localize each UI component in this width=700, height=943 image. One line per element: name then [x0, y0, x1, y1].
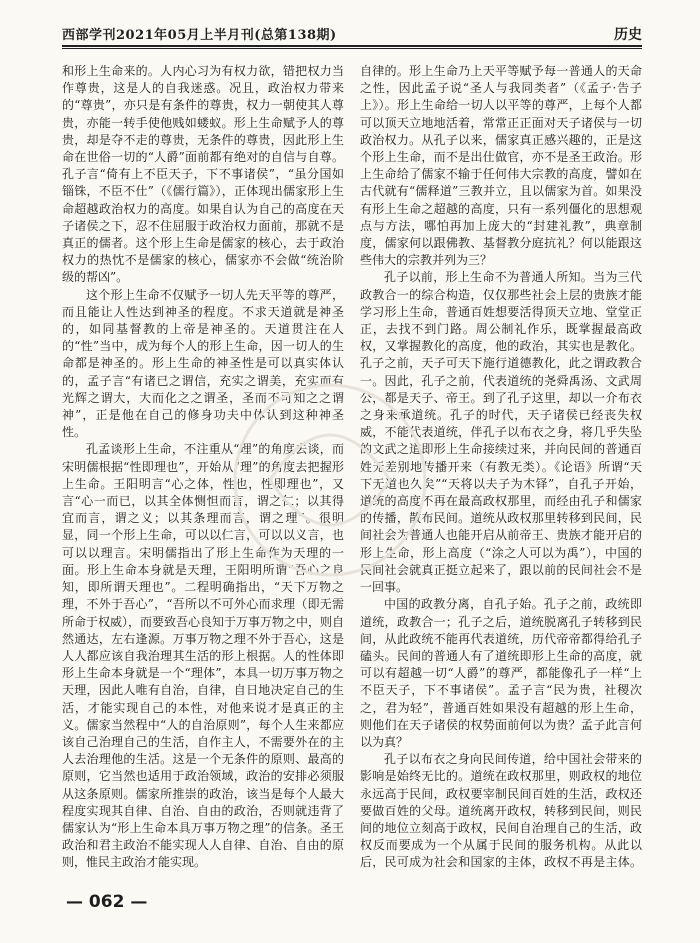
paragraph: 孔子以布衣之身向民间传道，给中国社会带来的影响是始终无比的。道统在政权那里，则政权的地位永远高于民间，政权要宰制民间百姓的生活，政权还要做百姓的父母。道统离开政权，转移到民间，则民间的地位立刻高于政权，民间自治理自己的生活，政权反而要成为一个从属于民间的服务机构。从此以后，民可成为社会和国家的主体，政权不再是主体。 [360, 752, 642, 870]
section-label: 历史 [614, 27, 642, 43]
paragraph: 这个形上生命不仅赋予一切人先天平等的尊严，而且能让人性达到神圣的程度。不求天道就是神圣的，如同基督教的上帝是神圣的。天道贯注在人的“性”当中，成为每个人的形上生命，因一切人的生命都是神圣的。形上生命的神圣性是可以真实体认的，孟子言“有诸已之谓信，充实之谓美，充实而有光辉之谓大，大而化之之谓圣，圣而不可知之之谓神”，正是他在自己的修身功夫中体认到这种神圣性。 [62, 287, 344, 440]
header-rule-thick [62, 45, 642, 47]
running-header [62, 22, 642, 44]
paragraph: 和形上生命来的。人内心习为有权力欲，错把权力当作尊贵，这是人的自我迷惑。况且，政治权力带来的“尊贵”，亦只是有条件的尊贵，权力一朝使其人尊贵，亦能一转手使他贱如蝼蚁。形上生命赋予人的尊贵，却是夺不走的尊贵，无条件的尊贵，因此形上生命在世俗一切的“人爵”面前都有绝对的自信与自尊。孔子言“倚有上不臣天子，下不事诸侯”，“虽分国如锱铢，不臣不仕”（《儒行篇》），正体现出儒家形上生命超越政治权力的高度。如果自认为自己的高度在天子诸侯之下，忍不住屈服于政治权力面前，那就不是真正的儒者。这个形上生命是儒家的核心，去于政治权力的热忱不是儒家的核心，儒家亦不会做“统治阶级的帮凶”。 [62, 64, 344, 285]
paragraph: 中国的政教分离，自孔子始。孔子之前，政统即道统，政教合一；孔子之后，道统脱离孔子转移到民间，从此政统不能再代表道统，历代帝帝都得给孔子磕头。民间的普通人有了道统即形上生命的高度，就可以有超越一切“人爵”的尊严，都能像孔子一样“上不臣天子，下不事诸侯”。孟子言“民为贵，社稷次之，君为轻”，普通百姓如果没有超越的形上生命，则他们在天子诸侯的权势面前何以为贵？孟子此言何以为真？ [360, 597, 642, 749]
right-column [360, 63, 642, 873]
paragraph: 自律的。形上生命乃上天平等赋予每一普通人的天命之性，因此孟子说“圣人与我同类者”（《孟子·告子上》）。形上生命给一切人以平等的尊严，上每个人都可以顶天立地地活着，常常正正面对天子诸侯与一切政治权力。从孔子以来，儒家真正感兴趣的，正是这个形上生命，而不是出仕做官，亦不是圣王政治。形上生命给了儒家不输于任何伟大宗教的高度，譬如在古代就有“儒释道”三教并立，且以儒家为首。如果没有形上生命之超越的高度，只有一系列僵化的思想观点与方法，哪怕再加上庞大的“封建礼教”，典章制度，儒家何以跟佛教、基督教分庭抗礼？何以能跟这些伟大的宗教并列为三？ [360, 64, 642, 268]
paragraph: 孔子以前，形上生命不为普通人所知。当为三代政教合一的综合构造，仅仅那些社会上层的贵族才能学习形上生命，普通百姓想要活得顶天立地、堂堂正正，去找不到门路。周公制礼作乐，既掌握最高政权，又掌握教化的高度，他的政治，其实也是教化。孔子之前，天子可天下施行道德教化，此之谓政教合一。因此，孔子之前，代表道统的尧舜禹汤、文武周公，都是天子、帝王。到了孔子这里，却以一介布衣之身来承道统。孔子的时代，天子诸侯已经丧失权威，不能代表道统，伴孔子以布衣之身，将几乎失坠的文武之道即形上生命接续过来，并向民间的普通百姓无差别地传播开来（有教无类）。《论语》所谓“天下无道也久矣”“天将以夫子为木铎”，自孔子开始，道统的高度不再在最高政权那里，而经由孔子和儒家的传播，散布民间。道统从政权那里转移到民间，民间社会为普通人也能开启从前帝王、贵族才能开启的形上生命，形上高度（“涂之人可以为禹”），中国的民间社会就真正挺立起来了，跟以前的民间社会不是一回事。 [360, 270, 642, 595]
header-rule-thin [62, 48, 642, 49]
journal-issue-title: 西部学刊2021年05月上半月刊(总第138期) [62, 28, 337, 43]
section-heading [62, 872, 344, 873]
left-column [62, 63, 344, 873]
page-number: — 062 — [66, 892, 148, 912]
paragraph: 孔孟谈形上生命，不注重从“理”的角度去谈，而宋明儒根据“性即理也”，开始从“理”的角度去把握形上生命。王阳明言“心之体，性也，性即理也”，又言“心一而已，以其全体恻怛而言，谓之仁；以其得宜而言，谓之义；以其条理而言，谓之理”。很明显，同一个形上生命，可以以仁言，可以以义言，也可以以理言。宋明儒指出了形上生命作为天理的一面。形上生命本身就是天理，王阳明所谓“吾心之良知，即所谓天理也”。二程明确指出，“天下万物之理，不外于吾心”，“吾所以不可外心而求理（即无需所命于权威），而要致吾心良知于万事万物之中，则自然通达，左右逢源。万事万物之理不外于吾心，这是人人都应该自我治理其生活的形上根据。人的性体即形上生命本身就是一个“理体”，本具一切万事万物之天理，因此人唯有自治，自律，自日地决定自己的生活，才能实现自己的本性，对他来说才是真正的主义。儒家当然程中“人的自治原则”，每个人生来都应该自己治理自己的生活，自作主人，不需要外在的主人去治理他的生活。这是一个无条件的原则、最高的原则，它当然也适用于政治领域，政治的安排必须服从这条原则。儒家所推崇的政治，该当是每个人最大程度实现其自律、自治、自由的政治，否则就违背了儒家认为“形上生命本具万事万物之理”的信条。圣王政治和君主政治不能实现人人自律、自治、自由的原则，惟民主政治才能实现。 [62, 442, 344, 870]
